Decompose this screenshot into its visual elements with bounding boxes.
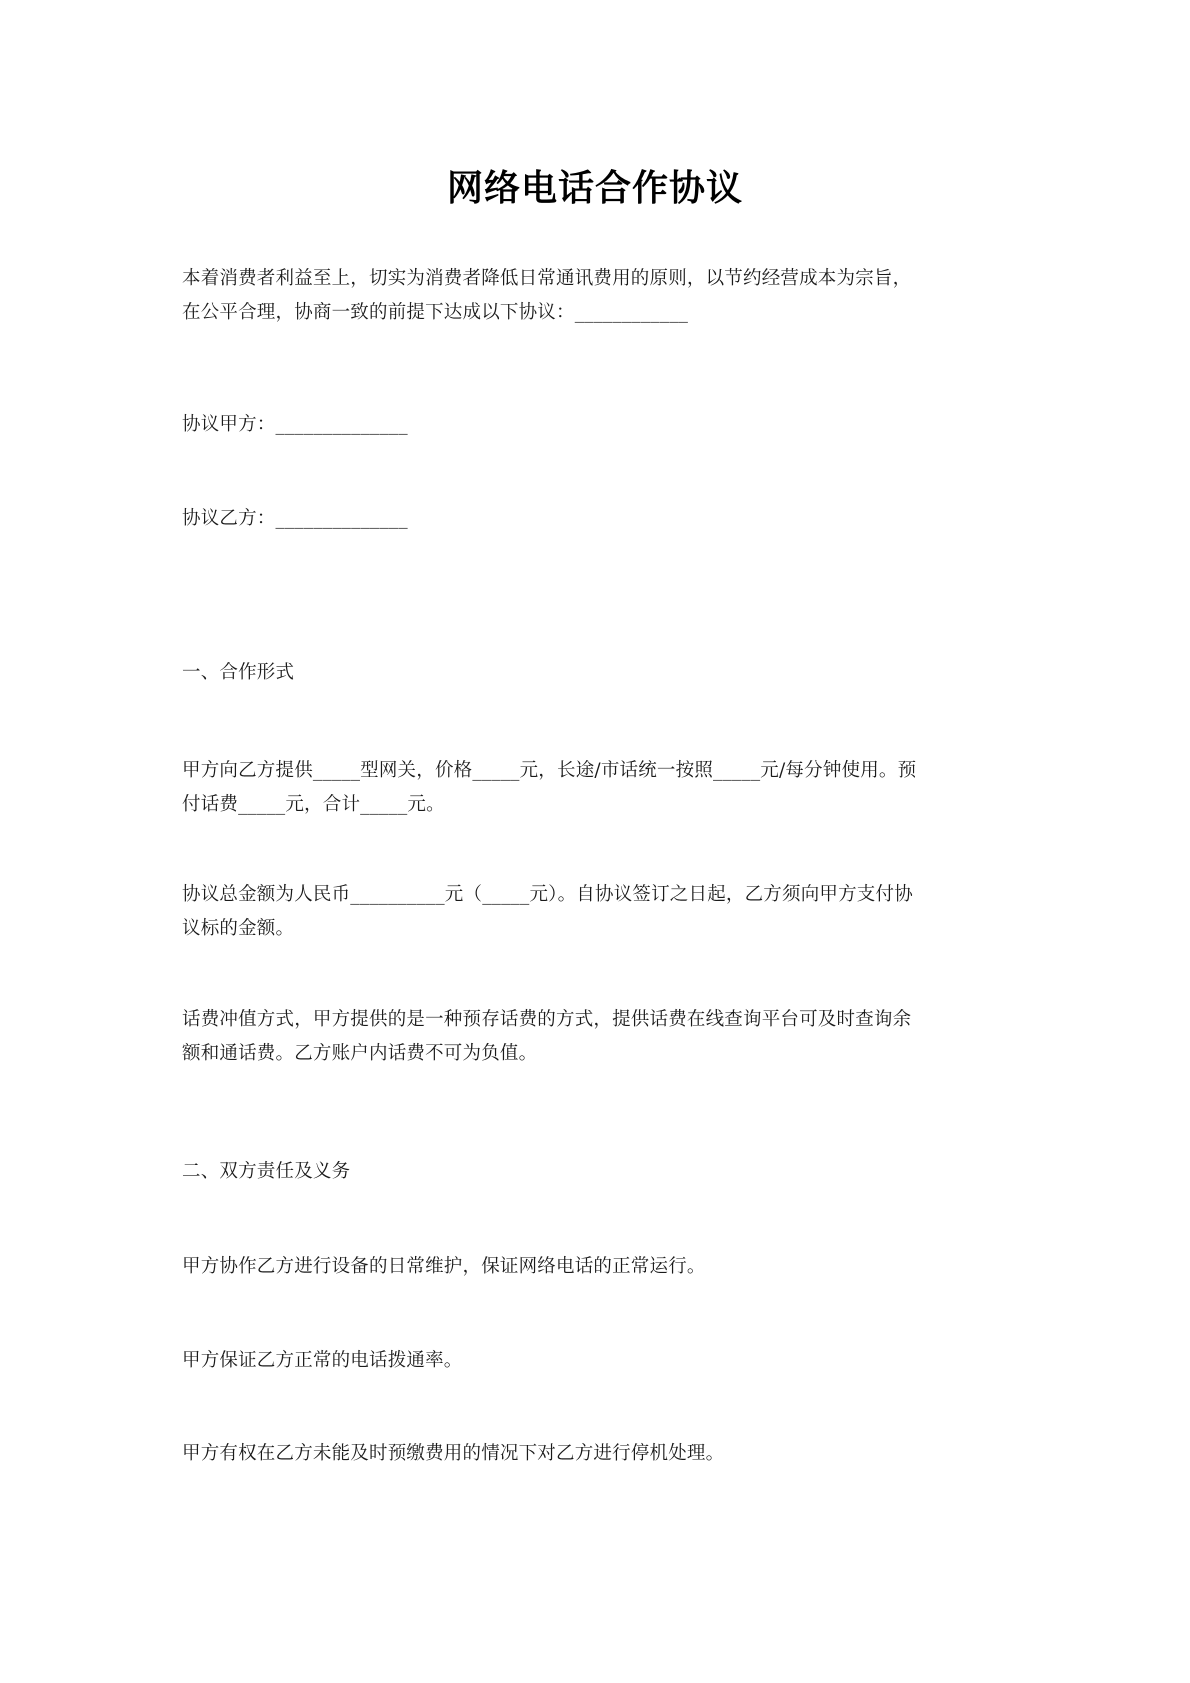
intro-line-1: 本着消费者利益至上，切实为消费者降低日常通讯费用的原则，以节约经营成本为宗旨， xyxy=(182,268,912,289)
party-a-line xyxy=(182,408,1022,442)
section-1-paragraph-2 xyxy=(182,878,1022,946)
intro-blank: ____________ xyxy=(574,302,689,323)
intro-line-2-text: 在公平合理，协商一致的前提下达成以下协议： xyxy=(182,302,575,323)
section-1-p2-line-1: 协议总金额为人民币__________元（_____元）。自协议签订之日起，乙方须向甲方支付协 xyxy=(182,884,913,905)
section-1-heading: 一、合作形式 xyxy=(182,662,295,683)
party-a-blank: ______________ xyxy=(275,414,408,435)
section-1-p1-line-2: 付话费_____元，合计_____元。 xyxy=(182,794,445,815)
party-a-label: 协议甲方： xyxy=(182,414,276,435)
section-1-p1-line-1: 甲方向乙方提供_____型网关，价格_____元，长途/市话统一按照_____元/每分钟使用。预 xyxy=(182,760,917,781)
section-2-item: 甲方保证乙方正常的电话拨通率。 xyxy=(182,1350,463,1371)
document-title: 网络电话合作协议 xyxy=(446,168,743,209)
section-2-item: 甲方协作乙方进行设备的日常维护，保证网络电话的正常运行。 xyxy=(182,1256,706,1277)
party-b-line xyxy=(182,502,1022,536)
section-1-p3-line-2: 额和通话费。乙方账户内话费不可为负值。 xyxy=(182,1043,538,1064)
party-b-blank: ______________ xyxy=(275,508,408,529)
section-1-paragraph-3 xyxy=(182,1003,1022,1071)
party-b-label: 协议乙方： xyxy=(182,508,276,529)
section-1-p2-line-2: 议标的金额。 xyxy=(182,918,295,939)
section-1-p3-line-1: 话费冲值方式，甲方提供的是一种预存话费的方式，提供话费在线查询平台可及时查询余 xyxy=(182,1009,912,1030)
intro-paragraph xyxy=(182,262,1022,330)
section-2-item: 甲方有权在乙方未能及时预缴费用的情况下对乙方进行停机处理。 xyxy=(182,1443,725,1464)
section-1-paragraph-1 xyxy=(182,754,1022,822)
intro-line-2 xyxy=(182,296,1022,330)
section-2-heading: 二、双方责任及义务 xyxy=(182,1161,351,1182)
